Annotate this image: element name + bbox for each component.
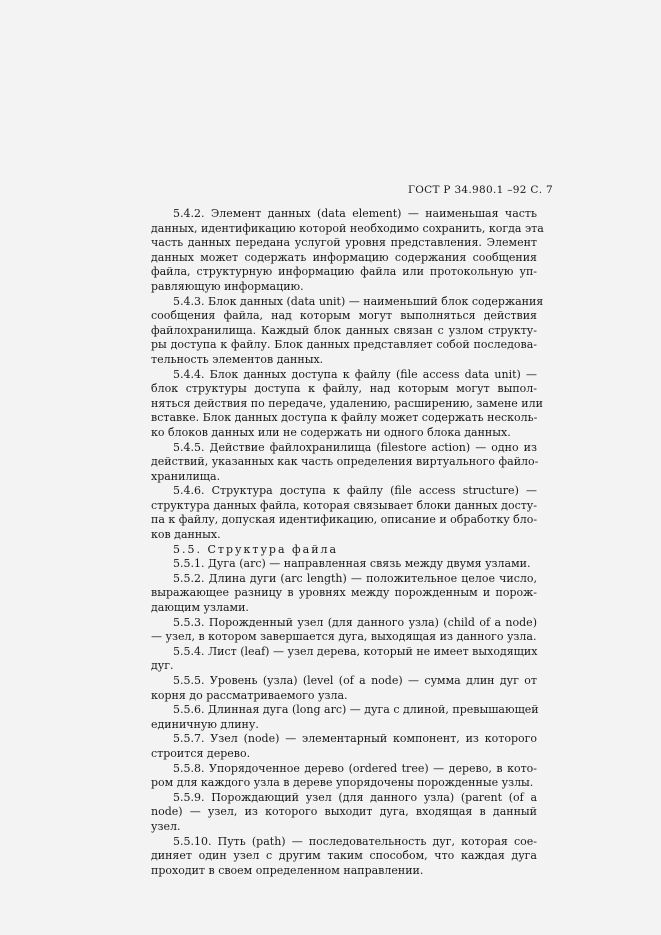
paragraph-p558: [151, 762, 537, 791]
text-line: узел.: [151, 819, 181, 833]
text-line: 5.4.4. Блок данных доступа к файлу (file access data unit) —: [173, 367, 537, 381]
text-line: сообщения файла, над которым могут выполняться действия: [151, 309, 537, 323]
text-line: па к файлу, допуская идентификацию, описание и обработку бло-: [151, 513, 538, 527]
text-line: файла, структурную информацию файла или протокольную уп-: [151, 265, 537, 279]
text-line: единичную длину.: [151, 717, 259, 731]
text-line: 5.5.2. Длина дуги (arc length) — положительное целое число,: [173, 571, 537, 585]
text-line: 5.5.3. Порожденный узел (для данного узла) (child of a node): [173, 615, 537, 629]
text-line: проходит в своем определенном направлении.: [151, 863, 424, 877]
text-line: 5.5. Структура файла: [173, 542, 339, 556]
text-line: выражающее разницу в уровнях между порожденным и порож-: [151, 586, 537, 600]
paragraph-p556: [151, 703, 537, 732]
text-line: ры доступа к файлу. Блок данных представляет собой последова-: [151, 338, 537, 352]
paragraph-p542: [151, 207, 544, 295]
text-line: 5.5.1. Дуга (arc) — направленная связь между двумя узлами.: [173, 557, 531, 571]
text-line: данных может содержать информацию содержания сообщения: [151, 250, 537, 264]
paragraph-p554: [151, 645, 537, 674]
text-line: действий, указанных как часть определения виртуального файло-: [151, 455, 539, 469]
text-line: 5.5.8. Упорядоченное дерево (ordered tree) — дерево, в кото-: [173, 761, 537, 775]
paragraph-p5510: [151, 835, 537, 879]
paragraph-p552: [151, 572, 537, 616]
text-line: — узел, в котором завершается дуга, выходящая из данного узла.: [151, 630, 537, 644]
text-line: 5.4.6. Структура доступа к файлу (file access structure) —: [173, 484, 537, 498]
text-line: строится дерево.: [151, 746, 251, 760]
paragraph-p543: [151, 294, 544, 368]
text-line: ром для каждого узла в дереве упорядочены порожденные узлы.: [151, 776, 534, 790]
text-line: вставке. Блок данных доступа к файлу может содержать несколь-: [151, 411, 538, 425]
document-body: [151, 207, 544, 878]
paragraph-p55: [151, 543, 537, 558]
text-line: няться действия по передаче, удалению, расширению, замене или: [151, 396, 543, 410]
text-line: корня до рассматриваемого узла.: [151, 688, 348, 702]
paragraph-p553: [151, 616, 537, 645]
paragraph-p551: [151, 557, 537, 572]
text-line: ков данных.: [151, 528, 221, 542]
paragraph-p555: [151, 674, 537, 703]
text-line: дуг.: [151, 659, 174, 673]
text-line: диняет один узел с другим таким способом, что каждая дуга: [151, 849, 537, 863]
text-line: 5.5.4. Лист (leaf) — узел дерева, который не имеет выходящих: [173, 644, 538, 658]
text-line: 5.4.5. Действие файлохранилища (filestore action) — одно из: [173, 440, 537, 454]
paragraph-p559: [151, 791, 537, 835]
text-line: структура данных файла, которая связывает блоки данных досту-: [151, 498, 537, 512]
text-line: тельность элементов данных.: [151, 352, 324, 366]
paragraph-p545: [151, 441, 537, 485]
text-line: ко блоков данных или не содержать ни одного блока данных.: [151, 425, 511, 439]
text-line: 5.5.5. Уровень (узла) (level (of a node) — сумма длин дуг от: [173, 674, 537, 687]
text-line: 5.5.6. Длинная дуга (long arc) — дуга с длиной, превышающей: [173, 703, 539, 717]
paragraph-p546: [151, 484, 537, 542]
text-line: 5.5.7. Узел (node) — элементарный компонент, из которого: [173, 732, 537, 746]
paragraph-p544: [151, 367, 543, 441]
text-line: node) — узел, из которого выходит дуга, входящая в данный: [151, 805, 537, 819]
text-line: блок структуры доступа к файлу, над которым могут выпол-: [151, 382, 537, 396]
text-line: 5.5.10. Путь (path) — последовательность дуг, которая сое-: [173, 834, 537, 848]
text-line: данных, идентификацию которой необходимо сохранить, когда эта: [151, 221, 544, 235]
text-line: файлохранилища. Каждый блок данных связан с узлом структу-: [151, 323, 537, 337]
running-head: ГОСТ Р 34.980.1 –92 С. 7: [408, 184, 553, 196]
text-line: часть данных передана услугой уровня представления. Элемент: [151, 236, 537, 250]
text-line: 5.4.2. Элемент данных (data element) — наименьшая часть: [173, 207, 537, 220]
text-line: равляющую информацию.: [151, 279, 304, 293]
text-line: дающим узлами.: [151, 601, 249, 615]
text-line: 5.5.9. Порождающий узел (для данного узла) (parent (of a: [173, 790, 537, 804]
paragraph-p557: [151, 732, 537, 761]
text-line: хранилища.: [151, 469, 221, 483]
text-line: 5.4.3. Блок данных (data unit) — наименьший блок содержания: [173, 294, 544, 308]
